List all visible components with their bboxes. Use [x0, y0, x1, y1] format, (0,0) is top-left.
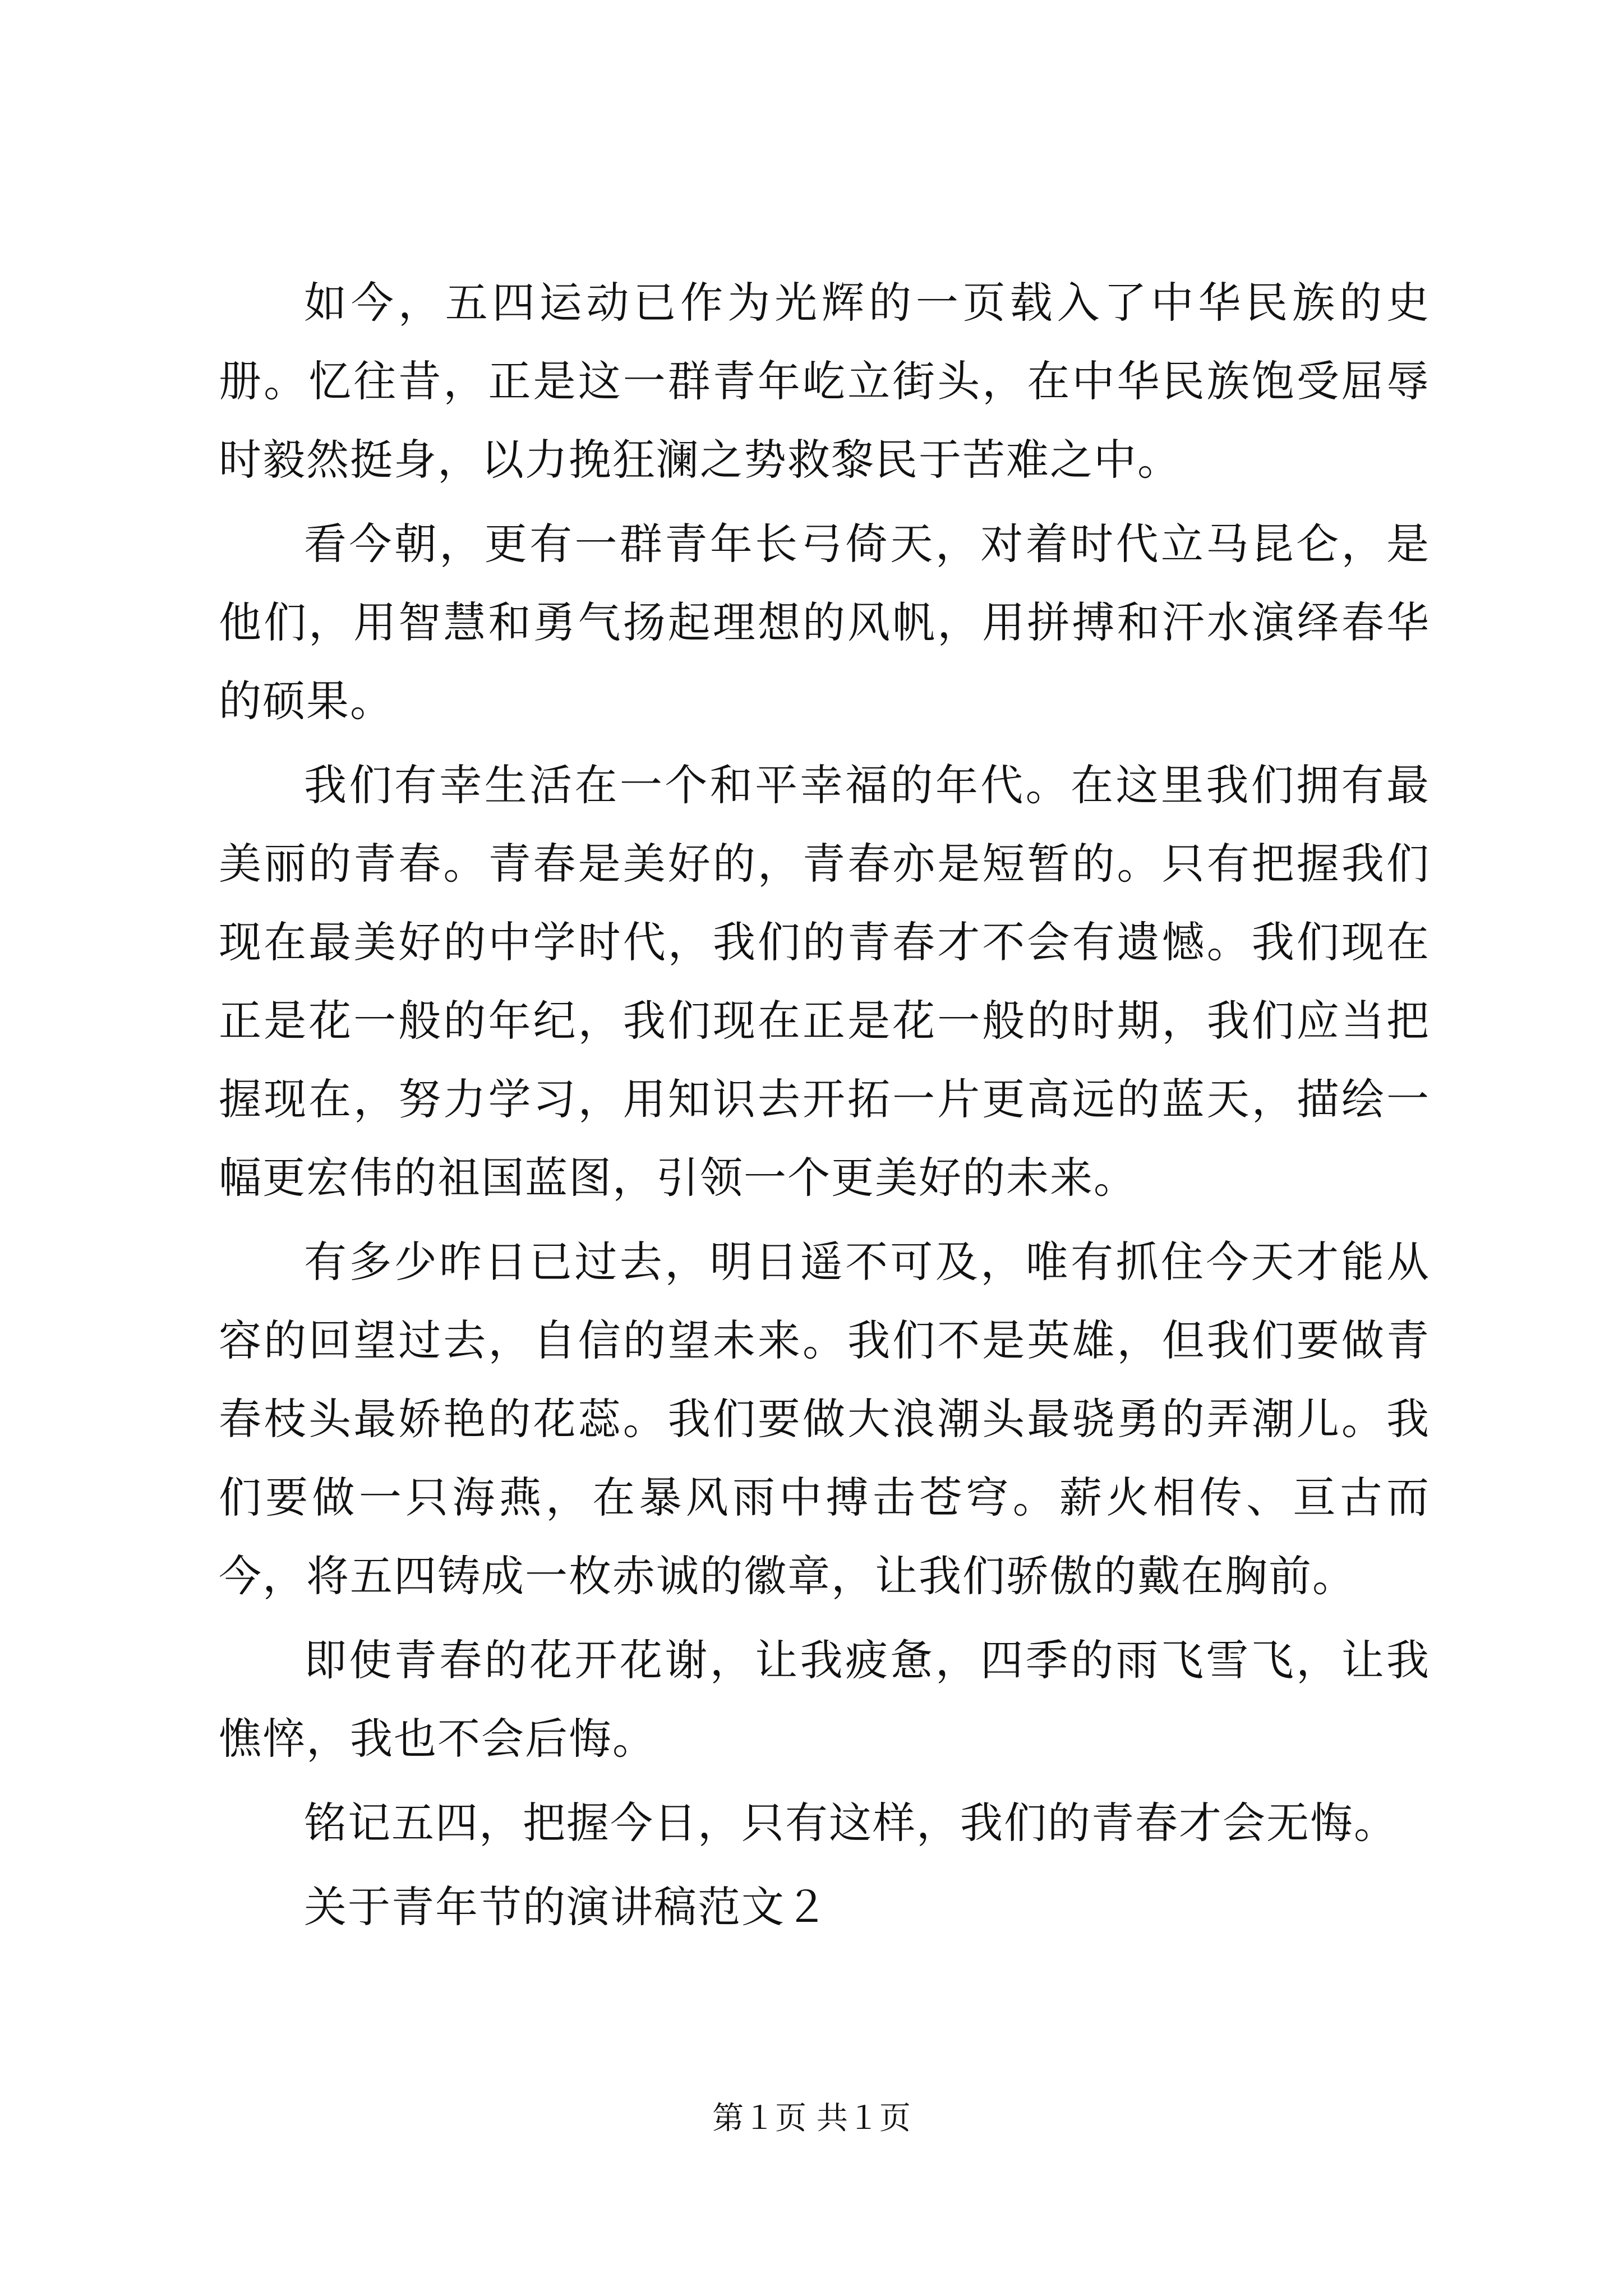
paragraph-5: 即使青春的花开花谢，让我疲惫，四季的雨飞雪飞，让我憔悴，我也不会后悔。: [219, 1635, 1430, 1764]
section-heading: 关于青年节的演讲稿范文２: [304, 1882, 829, 1932]
document-body: [219, 264, 1430, 1947]
paragraph-3: 我们有幸生活在一个和平幸福的年代。在这里我们拥有最美丽的青春。青春是美好的，青春亦是短暂的。只有把握我们现在最美好的中学时代，我们的青春才不会有遗憾。我们现在正是花一般的年纪，我们现在正是花一般的时期，我们应当把握现在，努力学习，用知识去开拓一片更高远的蓝天，描绘一幅更宏伟的祖国蓝图，引领一个更美好的未来。: [219, 760, 1430, 1203]
paragraph-1: 如今，五四运动已作为光辉的一页载入了中华民族的史册。忆往昔，正是这一群青年屹立街头，在中华民族饱受屈辱时毅然挺身，以力挽狂澜之势救黎民于苦难之中。: [219, 278, 1430, 485]
page-footer: 第１页 共１页: [712, 2100, 911, 2137]
paragraph-6: 铭记五四，把握今日，只有这样，我们的青春才会无悔。: [304, 1798, 1398, 1848]
paragraph-2: 看今朝，更有一群青年长弓倚天，对着时代立马昆仑，是他们，用智慧和勇气扬起理想的风帆，用拼搏和汗水演绎春华的硕果。: [219, 519, 1430, 726]
paragraph-4: 有多少昨日已过去，明日遥不可及，唯有抓住今天才能从容的回望过去，自信的望未来。我们不是英雄，但我们要做青春枝头最娇艳的花蕊。我们要做大浪潮头最骁勇的弄潮儿。我们要做一只海燕，在暴风雨中搏击苍穹。薪火相传、亘古而今，将五四铸成一枚赤诚的徽章，让我们骄傲的戴在胸前。: [219, 1237, 1430, 1601]
